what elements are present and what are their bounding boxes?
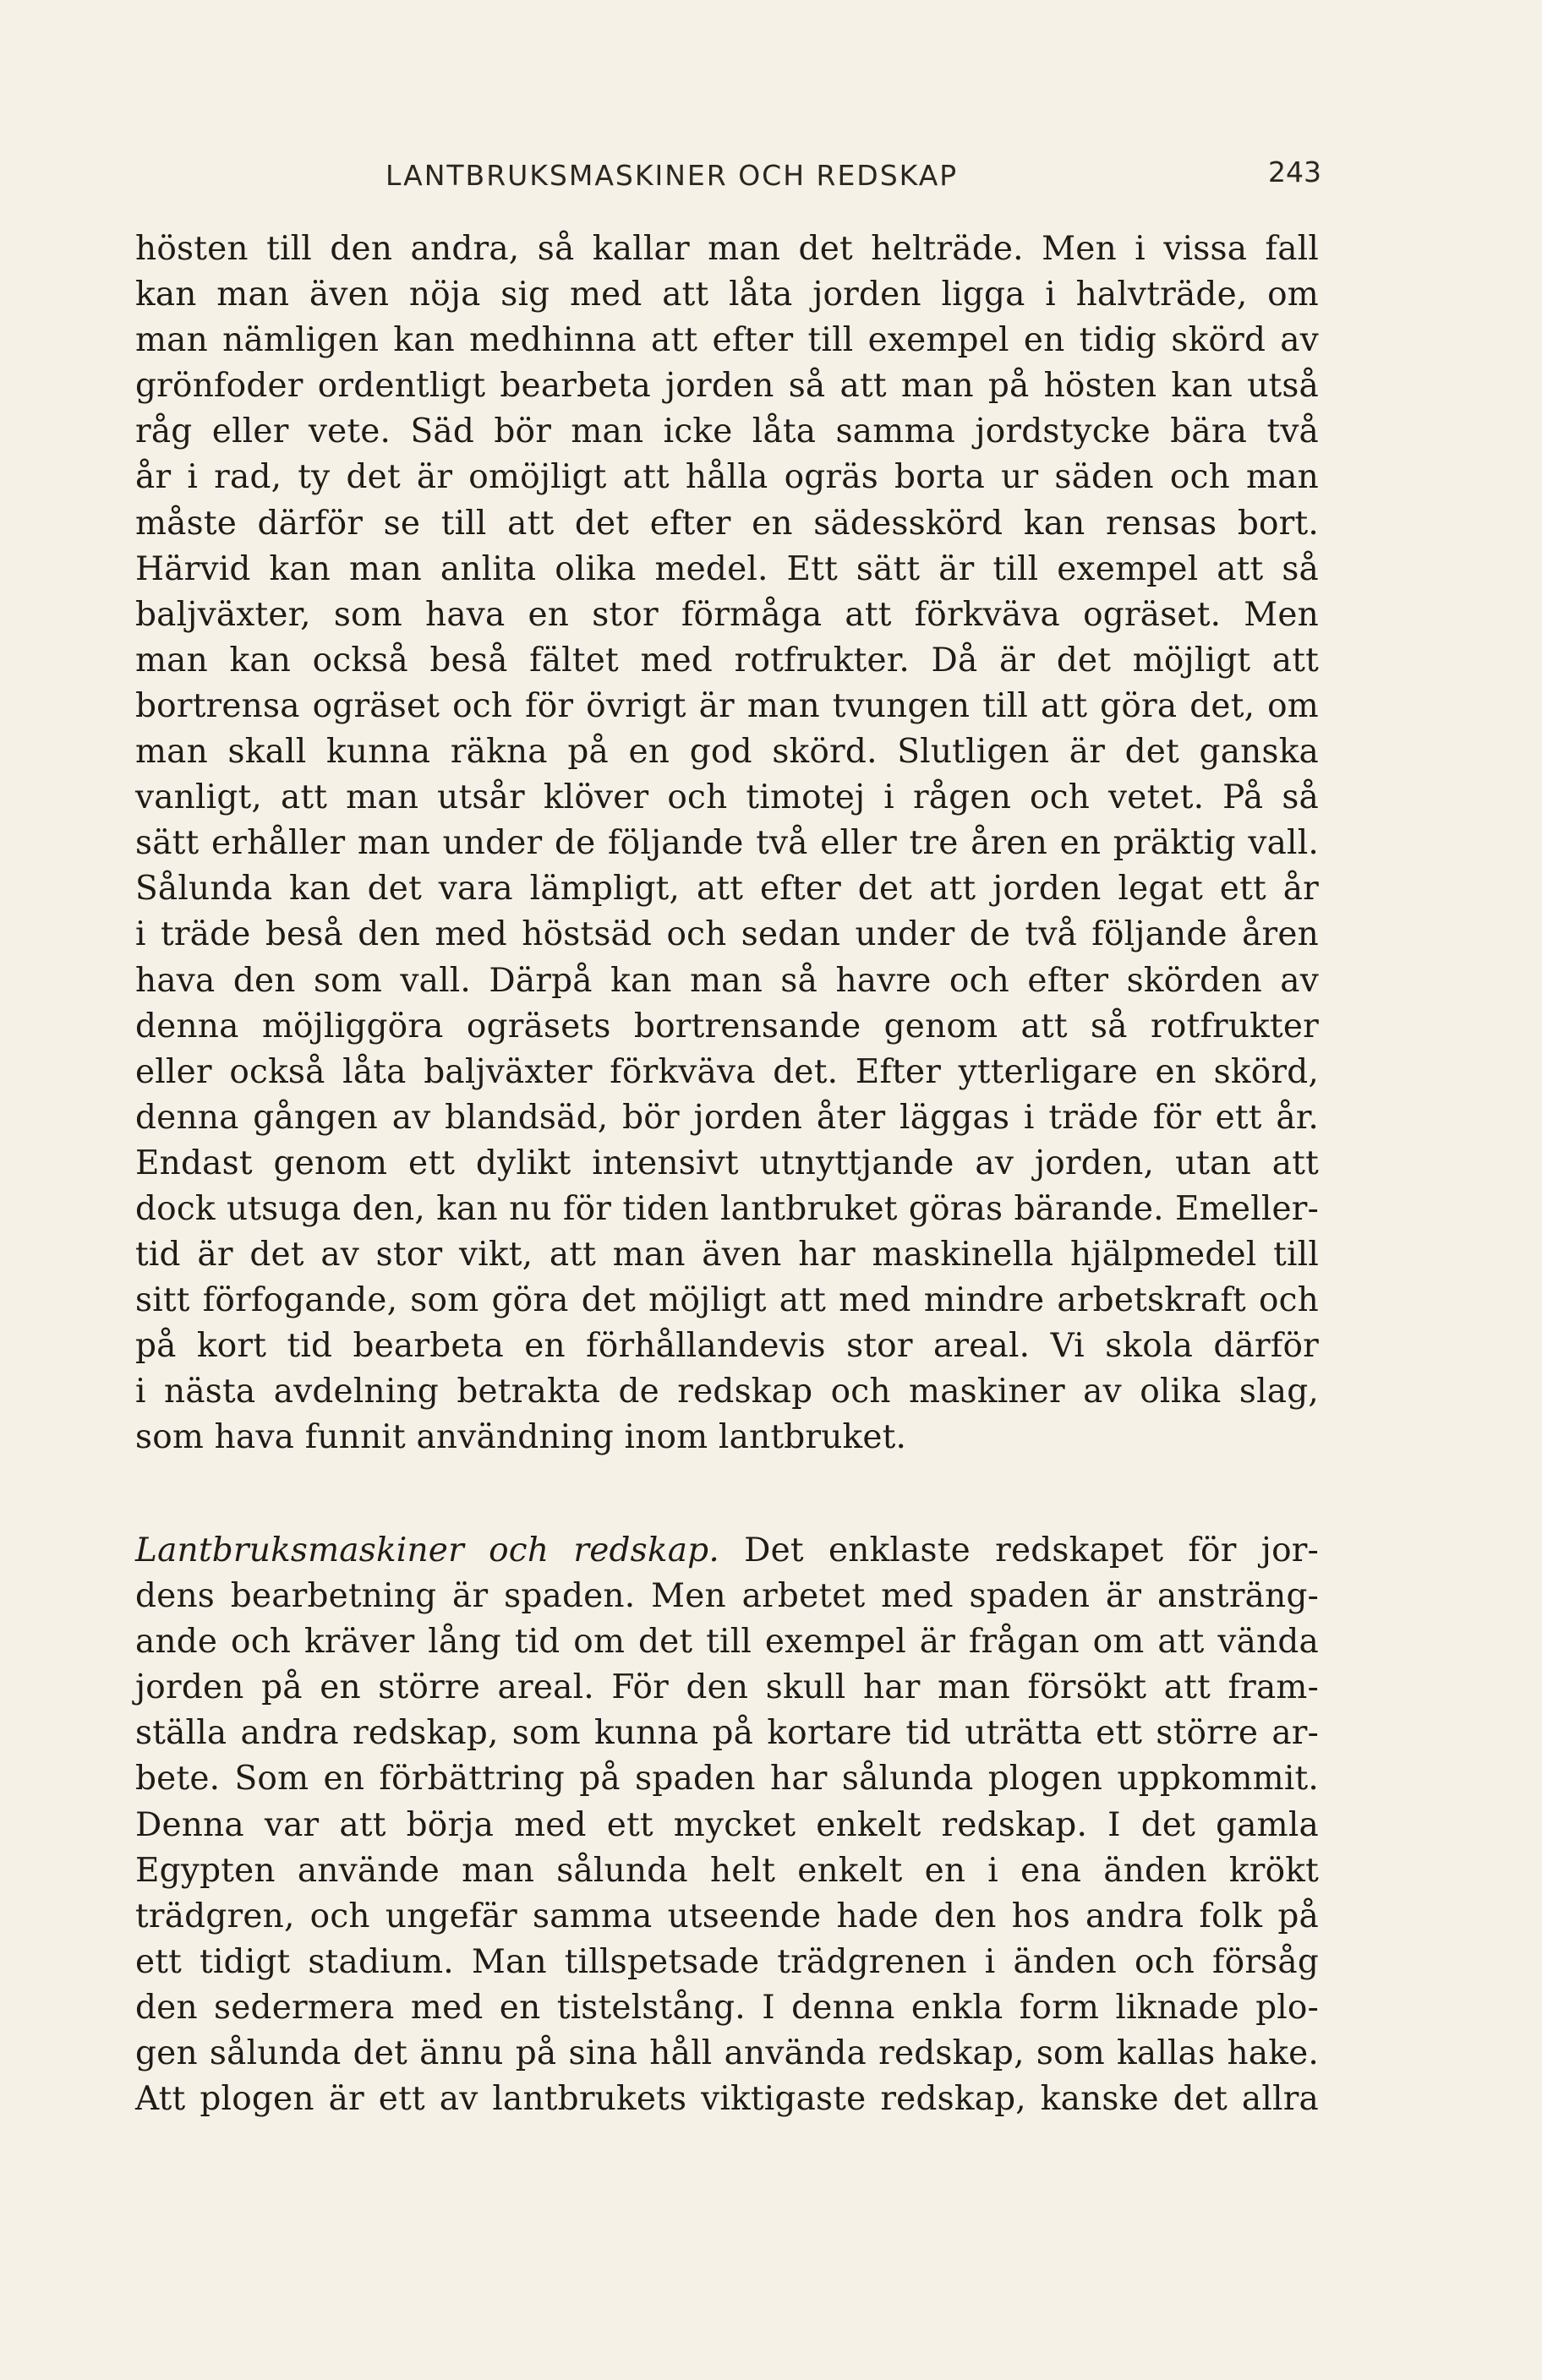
text-line: hösten till den andra, så kallar man det helträde. Men i vissa fall: [135, 230, 1319, 268]
text-line: Sålunda kan det vara lämpligt, att efter det att jorden legat ett år: [135, 870, 1319, 909]
text-line: hava den som vall. Därpå kan man så havre och efter skörden av: [135, 961, 1319, 1000]
text-line: denna gången av blandsäd, bör jorden åter läggas i träde för ett år.: [135, 1098, 1319, 1137]
text-line: kan man även nöja sig med att låta jorden ligga i halvträde, om: [135, 276, 1319, 314]
text-line: måste därför se till att det efter en sädesskörd kan rensas bort.: [135, 504, 1319, 543]
text-line: Endast genom ett dylikt intensivt utnyttjande av jorden, utan att: [135, 1144, 1319, 1182]
text-line: Egypten använde man sålunda helt enkelt en i ena änden krökt: [135, 1851, 1319, 1890]
text-line: Att plogen är ett av lantbrukets viktigaste redskap, kanske det allra: [135, 2080, 1319, 2119]
text-line: man kan också beså fältet med rotfrukter. Då är det möjligt att: [135, 641, 1319, 680]
paragraph-2: [135, 1528, 1319, 2122]
text-line: år i rad, ty det är omöjligt att hålla ogräs borta ur säden och man: [135, 458, 1319, 497]
page-header: [135, 156, 1321, 210]
text-line-with-heading: [135, 1528, 1319, 1574]
text-line: på kort tid bearbeta en förhållandevis stor areal. Vi skola därför: [135, 1327, 1319, 1366]
text-line: sätt erhåller man under de följande två eller tre åren en präktig vall.: [135, 824, 1319, 863]
text-line: jorden på en större areal. För den skull har man försökt att fram-: [135, 1668, 1319, 1707]
text-line: Härvid kan man anlita olika medel. Ett sätt är till exempel att så: [135, 549, 1319, 588]
section-heading: Lantbruksmaskiner och redskap.: [135, 1531, 719, 1569]
text-line: grönfoder ordentligt bearbeta jorden så att man på hösten kan utså: [135, 367, 1319, 406]
text-line: i träde beså den med höstsäd och sedan under de två följande åren: [135, 915, 1319, 954]
text-line: vanligt, att man utsår klöver och timotej i rågen och vetet. På så: [135, 778, 1319, 817]
text-line: dock utsuga den, kan nu för tiden lantbruket göras bärande. Emeller-: [135, 1189, 1319, 1228]
text-line: den sedermera med en tistelstång. I denna enkla form liknade plo-: [135, 1988, 1319, 2027]
text-line: bortrensa ogräset och för övrigt är man tvungen till att göra det, om: [135, 686, 1319, 725]
text-line: råg eller vete. Säd bör man icke låta samma jordstycke bära två: [135, 412, 1319, 451]
page-number: 243: [1268, 156, 1321, 188]
text-line: Denna var att börja med ett mycket enkelt redskap. I det gamla: [135, 1805, 1319, 1844]
text-line: bete. Som en förbättring på spaden har sålunda plogen uppkommit.: [135, 1760, 1319, 1799]
text-line: man skall kunna räkna på en god skörd. Slutligen är det ganska: [135, 733, 1319, 772]
paragraph-1: [135, 227, 1319, 1461]
text-line: baljväxter, som hava en stor förmåga att förkväva ogräset. Men: [135, 595, 1319, 634]
text-line: ställa andra redskap, som kunna på kortare tid uträtta ett större ar-: [135, 1714, 1319, 1753]
text-line: man nämligen kan medhinna att efter till exempel en tidig skörd av: [135, 321, 1319, 360]
text-line: sitt förfogande, som göra det möjligt att med mindre arbetskraft och: [135, 1281, 1319, 1320]
running-head: LANTBRUKSMASKINER OCH REDSKAP: [386, 159, 959, 192]
text-line: denna möjliggöra ogräsets bortrensande genom att så rotfrukter: [135, 1007, 1319, 1045]
text-line: i nästa avdelning betrakta de redskap och maskiner av olika slag,: [135, 1373, 1319, 1411]
text-line: som hava funnit användning inom lantbruket.: [135, 1418, 907, 1457]
text-line: dens bearbetning är spaden. Men arbetet med spaden är ansträng-: [135, 1577, 1319, 1616]
text-line: eller också låta baljväxter förkväva det. Efter ytterligare en skörd,: [135, 1052, 1319, 1091]
heading-line-text: Det enklaste redskapet för jor-: [719, 1531, 1319, 1569]
text-line: gen sålunda det ännu på sina håll använda redskap, som kallas hake.: [135, 2034, 1319, 2073]
text-line: tid är det av stor vikt, att man även har maskinella hjälpmedel till: [135, 1236, 1319, 1275]
text-line: ande och kräver lång tid om det till exempel är frågan om att vända: [135, 1623, 1319, 1662]
text-line: ett tidigt stadium. Man tillspetsade trädgrenen i änden och försåg: [135, 1942, 1319, 1981]
text-line: trädgren, och ungefär samma utseende hade den hos andra folk på: [135, 1897, 1319, 1935]
